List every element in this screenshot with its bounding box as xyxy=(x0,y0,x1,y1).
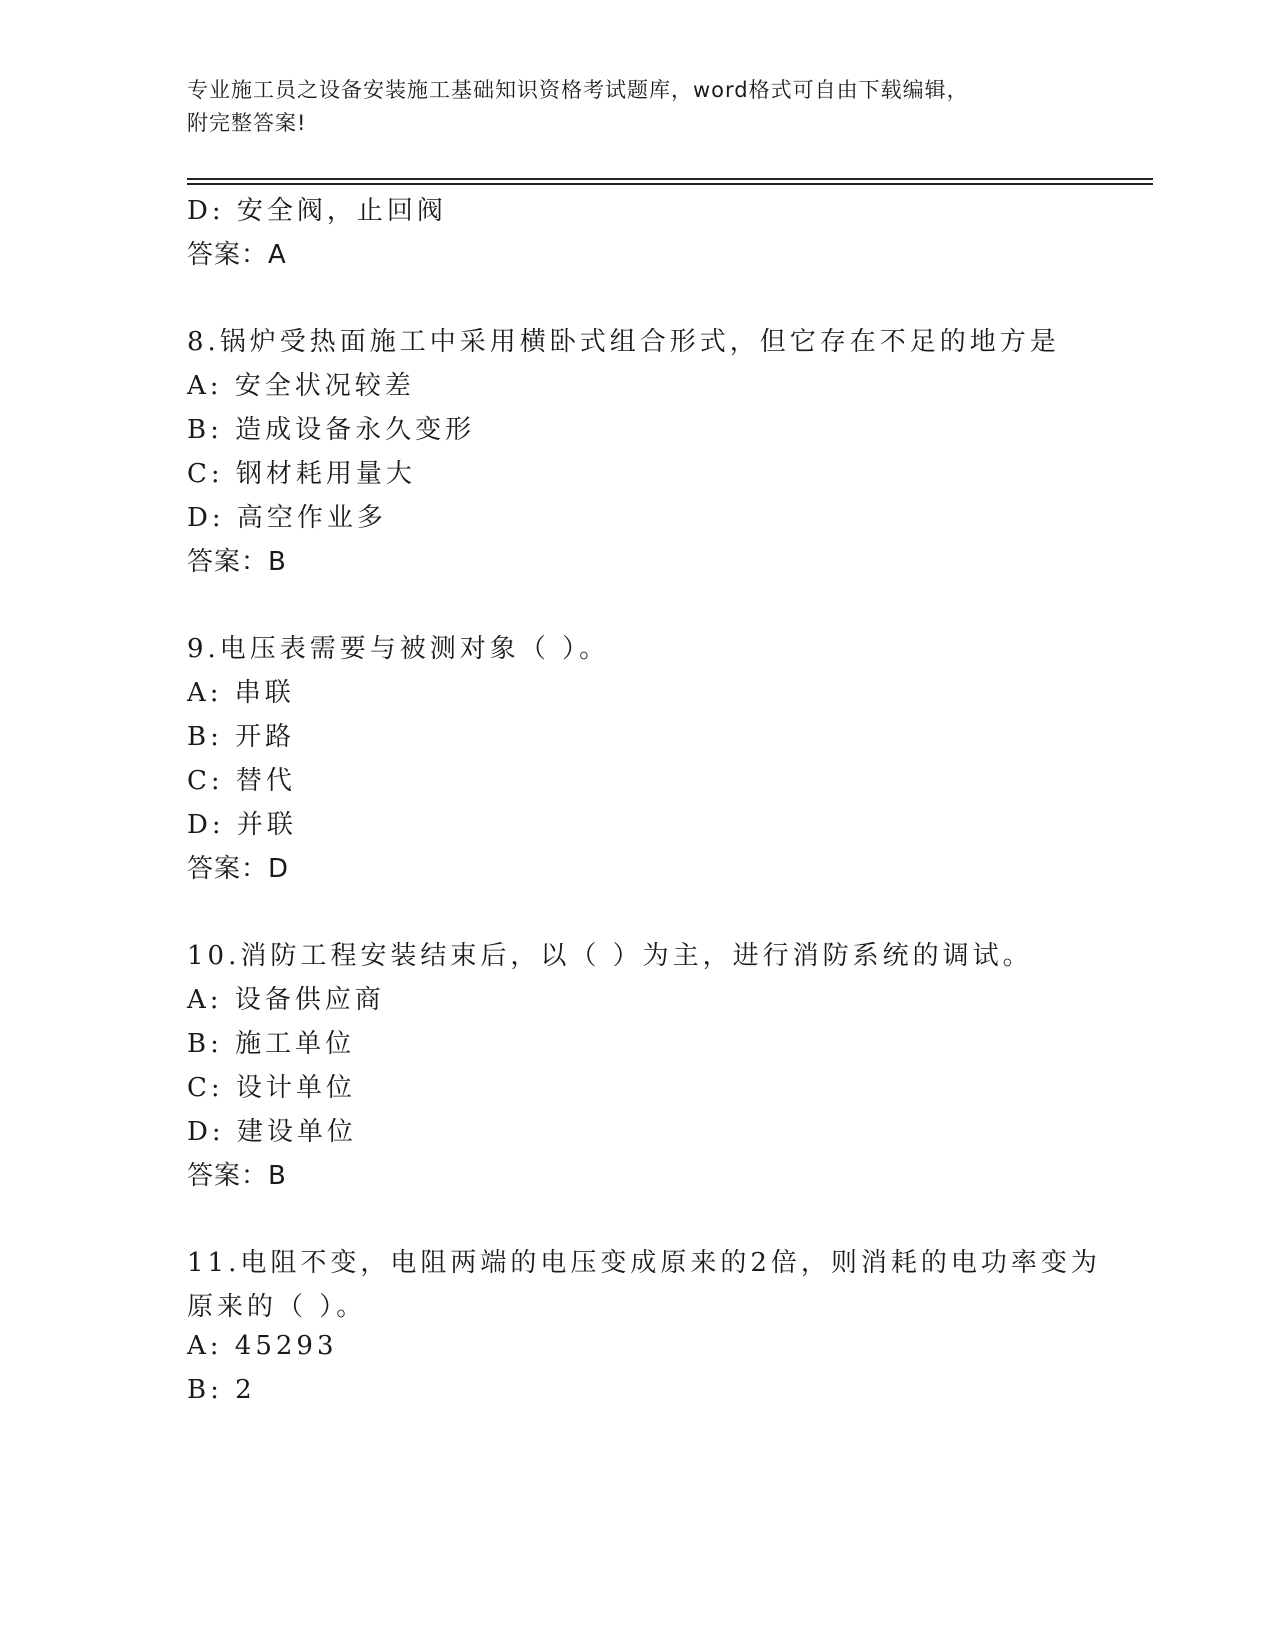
q11-question-line2: 原来的（ ）。 xyxy=(187,1292,367,1322)
q8-question: 8.锅炉受热面施工中采用横卧式组合形式，但它存在不足的地方是 xyxy=(187,327,1060,357)
q8-answer: 答案：B xyxy=(187,547,287,577)
q8-option-b: B: 造成设备永久变形 xyxy=(187,415,476,445)
q8-option-c: C: 钢材耗用量大 xyxy=(187,459,416,489)
q9-answer: 答案：D xyxy=(187,854,290,884)
q9-option-d: D: 并联 xyxy=(187,810,297,840)
q9-option-a: A: 串联 xyxy=(187,678,295,708)
q10-option-d: D: 建设单位 xyxy=(187,1117,357,1147)
q10-question: 10.消防工程安装结束后，以（ ）为主，进行消防系统的调试。 xyxy=(187,941,1033,971)
header-title-line1: 专业施工员之设备安装施工基础知识资格考试题库，word格式可自由下载编辑， xyxy=(187,78,969,102)
q11-question-line1: 11.电阻不变，电阻两端的电压变成原来的2倍，则消耗的电功率变为 xyxy=(187,1248,1101,1278)
q8-option-a: A: 安全状况较差 xyxy=(187,371,415,401)
q10-answer: 答案：B xyxy=(187,1161,287,1191)
q8-option-d: D: 高空作业多 xyxy=(187,503,387,533)
header-title-line2: 附完整答案! xyxy=(187,111,307,135)
q9-question: 9.电压表需要与被测对象（ ）。 xyxy=(187,634,610,664)
q9-option-b: B: 开路 xyxy=(187,722,296,752)
prev-option-d: D: 安全阀，止回阀 xyxy=(187,196,447,226)
header-divider-bottom xyxy=(187,183,1153,185)
q10-option-a: A: 设备供应商 xyxy=(187,985,385,1015)
header-divider-top xyxy=(187,178,1153,180)
q10-option-b: B: 施工单位 xyxy=(187,1029,356,1059)
q11-option-b: B: 2 xyxy=(187,1375,256,1405)
q11-option-a: A: 45293 xyxy=(187,1331,338,1361)
q9-option-c: C: 替代 xyxy=(187,766,296,796)
q10-option-c: C: 设计单位 xyxy=(187,1073,356,1103)
prev-answer: 答案：A xyxy=(187,240,287,270)
document-header xyxy=(187,74,1067,140)
